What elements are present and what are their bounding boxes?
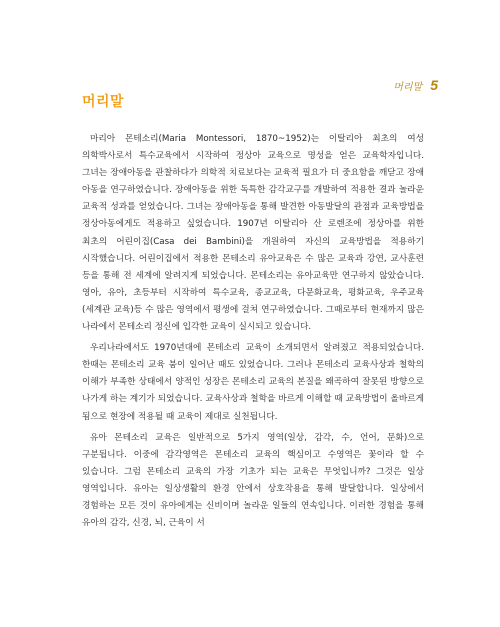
paragraph-1: 마리아 몬테소리(Maria Montessori, 1870~1952)는 이탈리아 최초의 여성 의학박사로서 특수교육에서 시작하여 정상아 교육으로 명성을 얻은 교육학자입니다. 그녀는 장애아동을 관찰하다가 의학적 치료보다는 교육적 필요가 더 중요함을 깨닫고 장애 아동을 연구하였습니다. 장애아동을 위한 독특한 감각교구를 개발하여 적용한 결과 놀라운 교육적 성과를 얻었습니다. 그녀는 장애아동을 통해 발견한 아동발달의 관점과 교육방법을 정상아동에게도 적용하고 싶었습니다. 1907년 이탈리아 산 로렌조에 정상아를 위한 최초의 어린이집(Casa dei Bambini)을 개원하여 자신의 교육방법을 적용하기 시작했습니다. 어린이집에서 적용한 몬테소리 유아교육은 수 많은 교육과 강연, 교사훈련 등을 통해 전 세계에 알려지게 되었습니다. 몬테소리는 유아교육만 연구하지 않았습니다. 영아, 유아, 초등부터 시작하여 특수교육, 종교교육, 다문화교육, 평화교육, 우주교육(세계관 교육)등 수 많은 영역에서 평생에 걸쳐 연구하였습니다. 그때로부터 현재까지 많은 나라에서 몬테소리 정신에 입각한 교육이 실시되고 있습니다. bbox=[82, 134, 424, 333]
running-title: 머리말 bbox=[393, 82, 423, 93]
paragraph-3: 유아 몬테소리 교육은 일반적으로 5가지 영역(일상, 감각, 수, 언어, 문화)으로 구분됩니다. 이중에 감각영역은 몬테소리 교육의 핵심이고 수영역은 꽃이라 할 수 있습니다. 그럼 몬테소리 교육의 가장 기초가 되는 교육은 무엇입니까? 그것은 일상 영역입니다. 유아는 일상생활의 환경 안에서 상호작용을 통해 발달합니다. 일상에서 경험하는 모든 것이 유아에게는 신비이며 놀라운 일들의 연속입니다. 이러한 경험을 통해 유아의 감각, 신경, 뇌, 근육이 서 bbox=[82, 432, 424, 529]
chapter-title: 머리말 bbox=[82, 94, 125, 110]
body-text bbox=[82, 131, 424, 536]
paragraph-2: 우리나라에서도 1970년대에 몬테소리 교육이 소개되면서 알려졌고 적용되었습니다. 한때는 몬테소리 교육 붐이 일어난 때도 있었습니다. 그러나 몬테소리 교육사상과 철학의 이해가 부족한 상태에서 양적인 성장은 몬테소리 교육의 본질을 왜곡하여 잘못된 방향으로 나가게 하는 계기가 되었습니다. 교육사상과 철학을 바르게 이해할 때 교육방법이 올바르게 됨으로 현장에 적용될 때 교육이 제대로 실천됩니다. bbox=[82, 343, 424, 422]
running-header bbox=[393, 77, 438, 93]
page-number: 5 bbox=[430, 77, 438, 93]
